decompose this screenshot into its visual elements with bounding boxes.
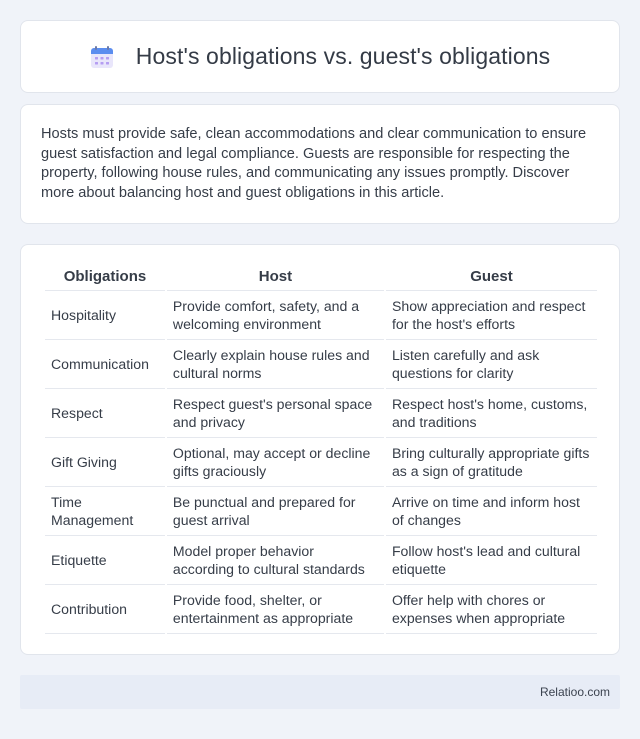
host-cell: Respect guest's personal space and privacy (167, 389, 384, 438)
obligation-cell: Communication (45, 340, 165, 389)
table-row (45, 340, 597, 389)
table-row (45, 438, 597, 487)
table-row (45, 585, 597, 634)
table-header-row (45, 261, 597, 291)
guest-cell: Arrive on time and inform host of changes (386, 487, 597, 536)
table-row (45, 487, 597, 536)
column-header-host: Host (167, 261, 384, 291)
host-cell: Be punctual and prepared for guest arrival (167, 487, 384, 536)
guest-cell: Bring culturally appropriate gifts as a sign of gratitude (386, 438, 597, 487)
host-cell: Optional, may accept or decline gifts graciously (167, 438, 384, 487)
table-row (45, 389, 597, 438)
obligation-cell: Contribution (45, 585, 165, 634)
host-cell: Clearly explain house rules and cultural norms (167, 340, 384, 389)
footer-brand[interactable]: Relatioo.com (539, 685, 610, 699)
title-card (20, 20, 620, 93)
host-cell: Model proper behavior according to cultural standards (167, 536, 384, 585)
host-cell: Provide food, shelter, or entertainment as appropriate (167, 585, 384, 634)
obligation-cell: Etiquette (45, 536, 165, 585)
guest-cell: Listen carefully and ask questions for clarity (386, 340, 597, 389)
table-row (45, 536, 597, 585)
comparison-card (20, 244, 620, 655)
obligation-cell: Gift Giving (45, 438, 165, 487)
intro-paragraph: Hosts must provide safe, clean accommodations and clear communication to ensure guest satisfaction and legal compliance. Guests are responsible for respecting the property, following house rules, and communicating any issues promptly. Discover more about balancing host and guest obligations in this article. (41, 126, 587, 201)
obligations-table (43, 261, 599, 634)
obligation-cell: Time Management (45, 487, 165, 536)
host-cell: Provide comfort, safety, and a welcoming environment (167, 291, 384, 340)
column-header-obligations: Obligations (45, 261, 165, 291)
intro-card (20, 104, 620, 224)
obligation-cell: Hospitality (45, 291, 165, 340)
footer (20, 675, 620, 709)
table-row (45, 291, 597, 340)
page-title: Host's obligations vs. guest's obligations (135, 43, 551, 69)
guest-cell: Follow host's lead and cultural etiquette (386, 536, 597, 585)
guest-cell: Respect host's home, customs, and traditions (386, 389, 597, 438)
obligation-cell: Respect (45, 389, 165, 438)
column-header-guest: Guest (386, 261, 597, 291)
calendar-icon (90, 45, 114, 69)
guest-cell: Offer help with chores or expenses when appropriate (386, 585, 597, 634)
guest-cell: Show appreciation and respect for the host's efforts (386, 291, 597, 340)
